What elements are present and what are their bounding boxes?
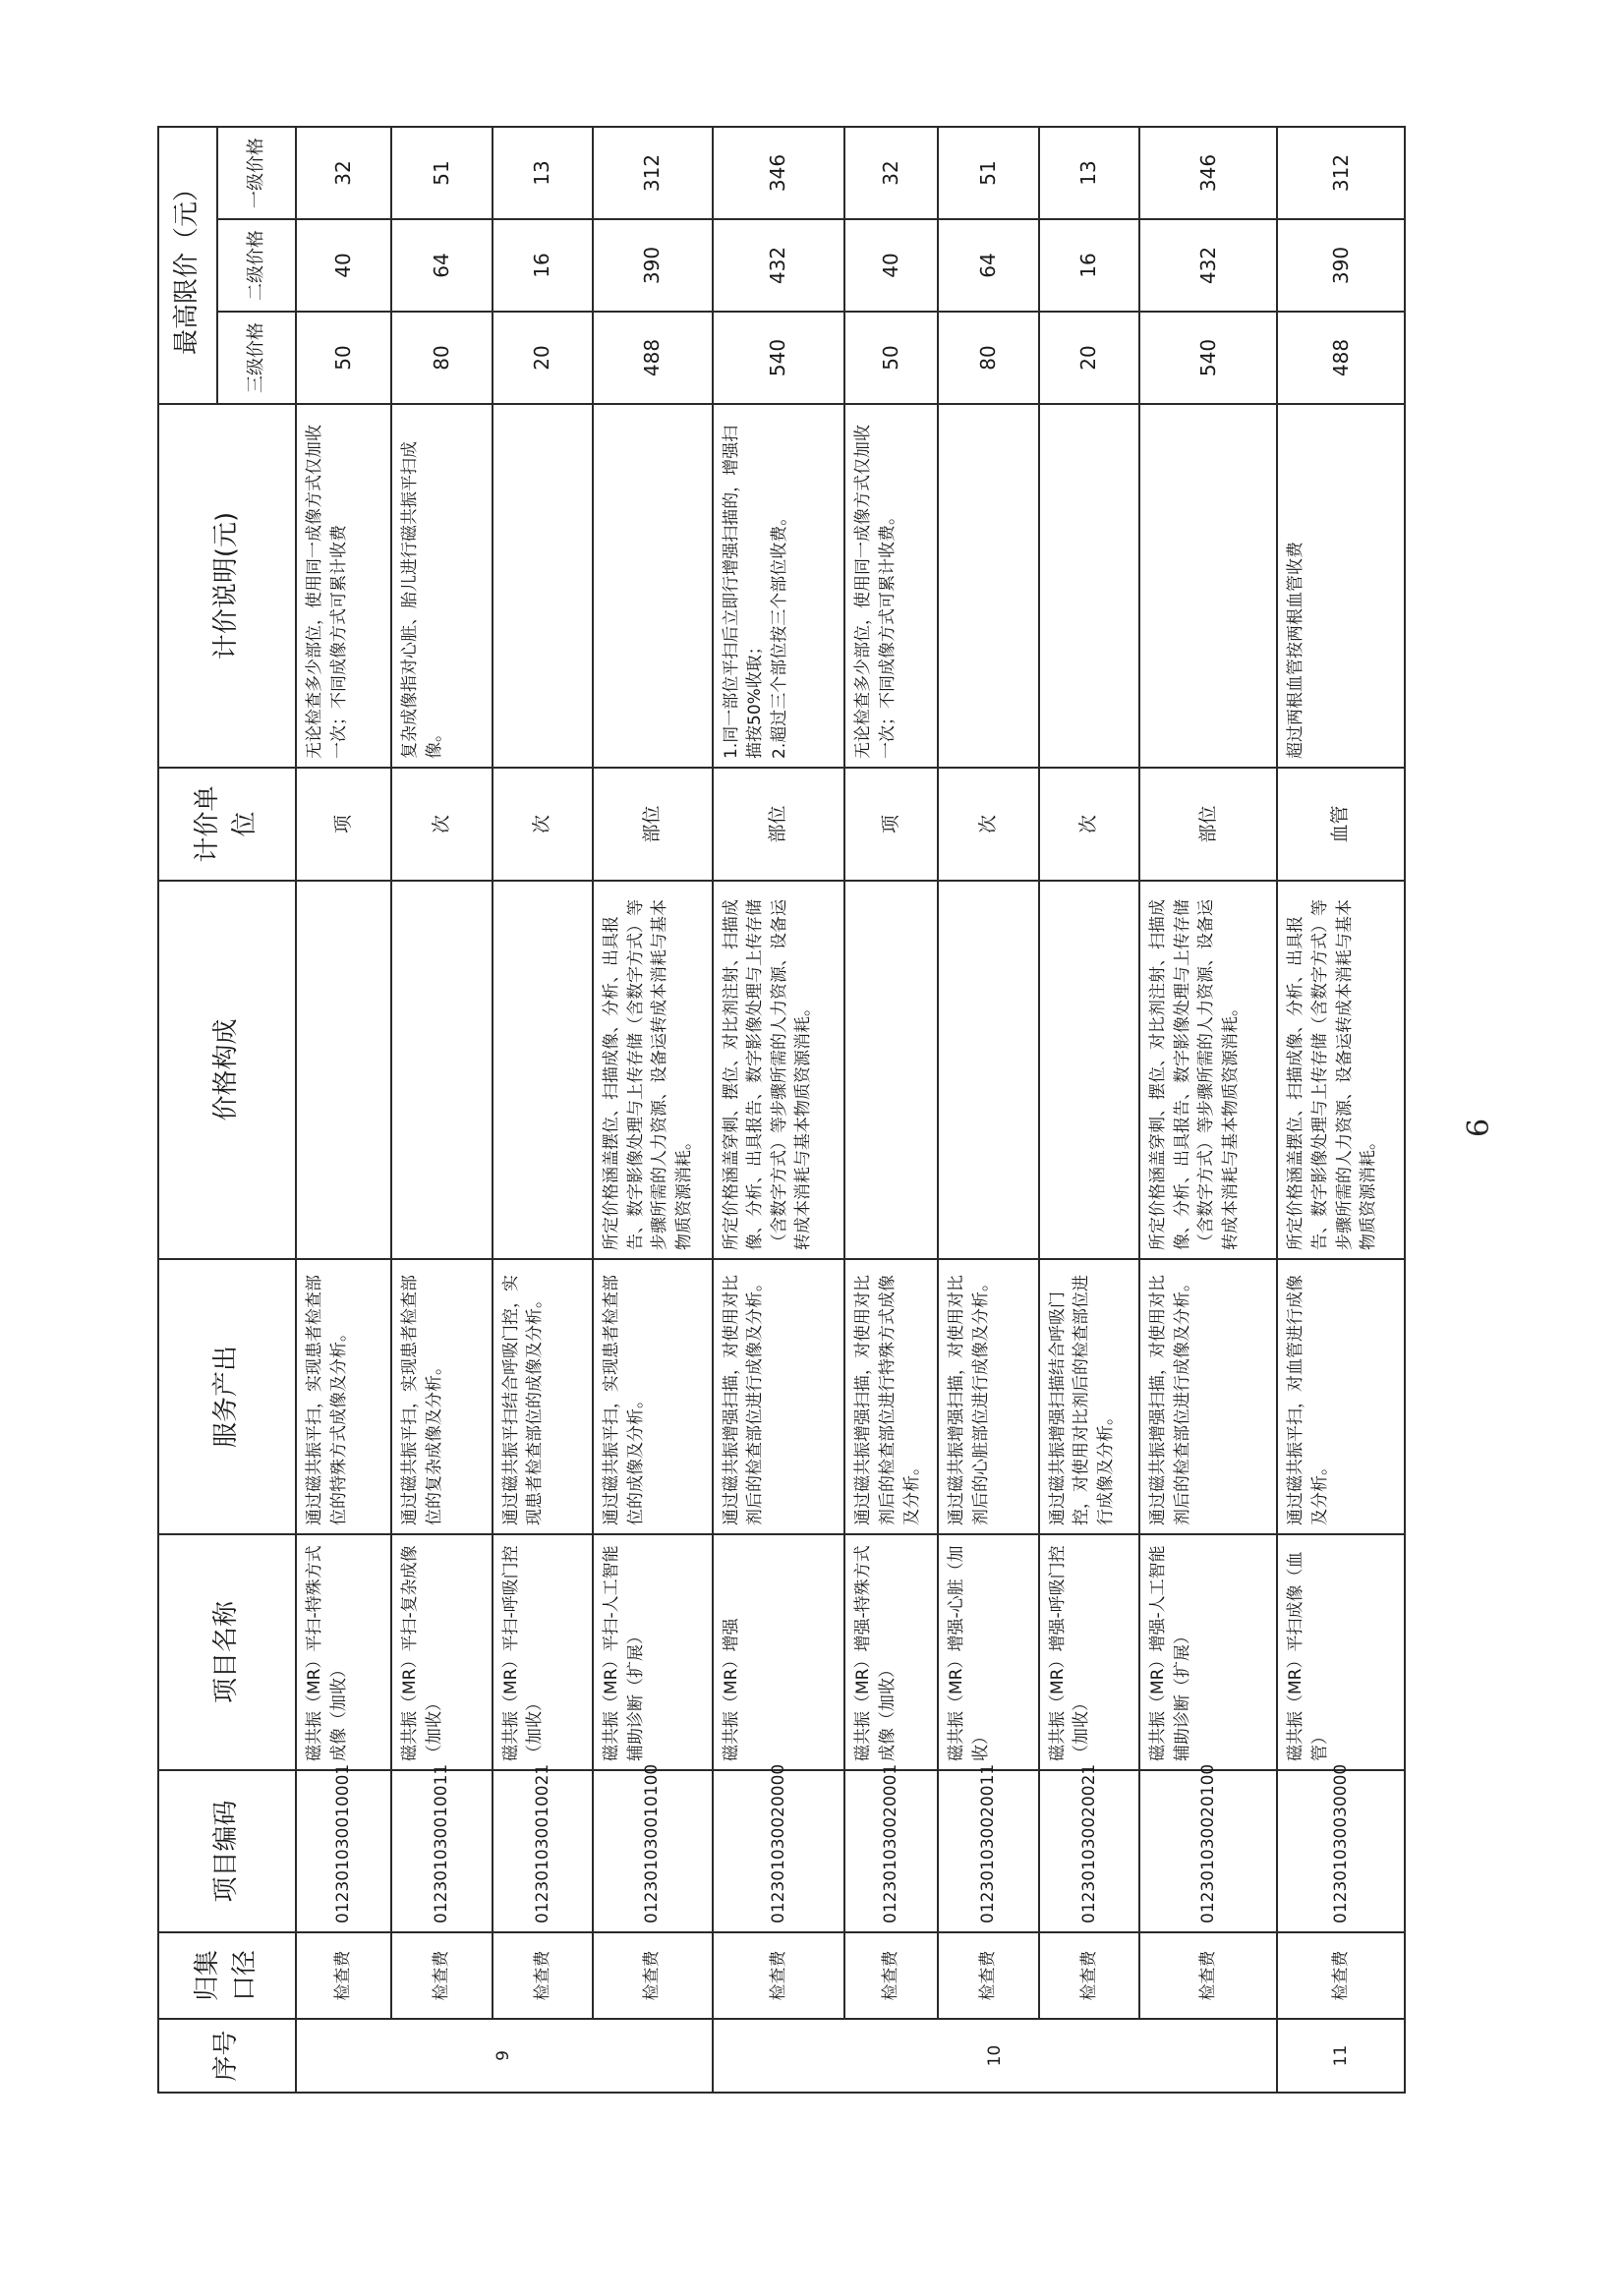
price-level2-cell: 16	[493, 219, 593, 312]
header-service: 服务产出	[158, 1259, 296, 1534]
price-level3-cell: 488	[593, 312, 712, 404]
code-cell: 012301030010100	[593, 1770, 712, 1932]
seq-cell: 9	[296, 2019, 713, 2093]
note-cell: 超过两根血管按两根血管收费	[1277, 404, 1405, 768]
code-cell: 012301030020100	[1139, 1770, 1277, 1932]
composition-cell	[1039, 881, 1139, 1259]
price-level2-cell: 16	[1039, 219, 1139, 312]
name-cell: 磁共振（MR）增强-人工智能辅助诊断（扩展）	[1139, 1534, 1277, 1770]
category-cell: 检查费	[593, 1932, 712, 2019]
unit-cell: 次	[938, 768, 1038, 881]
header-level1: 一级价格	[217, 127, 296, 219]
table-row	[296, 127, 391, 2093]
price-level1-cell: 346	[713, 127, 845, 219]
composition-cell	[391, 881, 492, 1259]
table-row	[938, 127, 1038, 2093]
price-level2-cell: 432	[1139, 219, 1277, 312]
service-cell: 通过磁共振平扫，实现患者检查部位的特殊方式成像及分析。	[296, 1259, 391, 1534]
header-code: 项目编码	[158, 1770, 296, 1932]
service-cell: 通过磁共振增强扫描，对使用对比剂后的心脏部位进行成像及分析。	[938, 1259, 1038, 1534]
price-level1-cell: 312	[1277, 127, 1405, 219]
price-level3-cell: 540	[713, 312, 845, 404]
name-cell: 磁共振（MR）平扫-复杂成像（加收）	[391, 1534, 492, 1770]
note-cell: 无论检查多少部位，使用同一成像方式仅加收一次；不同成像方式可累计收费。	[844, 404, 938, 768]
category-cell: 检查费	[1277, 1932, 1405, 2019]
note-cell	[1039, 404, 1139, 768]
service-cell: 通过磁共振平扫，对血管进行成像及分析。	[1277, 1259, 1405, 1534]
table-row	[1039, 127, 1139, 2093]
unit-cell: 次	[391, 768, 492, 881]
category-cell: 检查费	[296, 1932, 391, 2019]
name-cell: 磁共振（MR）平扫-特殊方式成像（加收）	[296, 1534, 391, 1770]
price-level2-cell: 40	[296, 219, 391, 312]
note-cell: 1.同一部位平扫后立即行增强扫描的，增强扫描按50%收取； 2.超过三个部位按三个部位收费。	[713, 404, 845, 768]
service-cell: 通过磁共振增强扫描，对使用对比剂后的检查部位进行成像及分析。	[1139, 1259, 1277, 1534]
service-cell: 通过磁共振增强扫描，对使用对比剂后的检查部位进行成像及分析。	[713, 1259, 845, 1534]
composition-cell	[296, 881, 391, 1259]
composition-cell	[938, 881, 1038, 1259]
unit-cell: 项	[296, 768, 391, 881]
header-category: 归集口径	[158, 1932, 296, 2019]
service-cell: 通过磁共振平扫，实现患者检查部位的成像及分析。	[593, 1259, 712, 1534]
unit-cell: 部位	[593, 768, 712, 881]
unit-cell: 部位	[713, 768, 845, 881]
name-cell: 磁共振（MR）平扫成像（血管）	[1277, 1534, 1405, 1770]
header-seq: 序号	[158, 2019, 296, 2093]
service-cell: 通过磁共振增强扫描，对使用对比剂后的检查部位进行特殊方式成像及分析。	[844, 1259, 938, 1534]
price-level3-cell: 50	[844, 312, 938, 404]
price-level2-cell: 432	[713, 219, 845, 312]
name-cell: 磁共振（MR）增强	[713, 1534, 845, 1770]
code-cell: 012301030010011	[391, 1770, 492, 1932]
price-level2-cell: 64	[938, 219, 1038, 312]
price-level1-cell: 32	[844, 127, 938, 219]
price-level1-cell: 312	[593, 127, 712, 219]
code-cell: 012301030020001	[844, 1770, 938, 1932]
code-cell: 012301030030000	[1277, 1770, 1405, 1932]
price-level3-cell: 540	[1139, 312, 1277, 404]
price-level3-cell: 80	[938, 312, 1038, 404]
table-row	[391, 127, 492, 2093]
service-cell: 通过磁共振平扫结合呼吸门控，实现患者检查部位的成像及分析。	[493, 1259, 593, 1534]
composition-cell: 所定价格涵盖穿刺、摆位、对比剂注射、扫描成像、分析、出具报告、数字影像处理与上传存储（含数字方式）等步骤所需的人力资源、设备运转成本消耗与基本物质资源消耗。	[1139, 881, 1277, 1259]
price-level3-cell: 80	[391, 312, 492, 404]
category-cell: 检查费	[1139, 1932, 1277, 2019]
price-level1-cell: 13	[1039, 127, 1139, 219]
price-level2-cell: 40	[844, 219, 938, 312]
unit-cell: 次	[493, 768, 593, 881]
note-cell	[1139, 404, 1277, 768]
category-cell: 检查费	[1039, 1932, 1139, 2019]
code-cell: 012301030010021	[493, 1770, 593, 1932]
header-level3: 三级价格	[217, 312, 296, 404]
name-cell: 磁共振（MR）平扫-人工智能辅助诊断（扩展）	[593, 1534, 712, 1770]
header-level2: 二级价格	[217, 219, 296, 312]
code-cell: 012301030020011	[938, 1770, 1038, 1932]
category-cell: 检查费	[713, 1932, 845, 2019]
price-level2-cell: 390	[1277, 219, 1405, 312]
note-cell: 复杂成像指对心脏、胎儿进行磁共振平扫成像。	[391, 404, 492, 768]
price-level3-cell: 20	[493, 312, 593, 404]
note-cell: 无论检查多少部位，使用同一成像方式仅加收一次；不同成像方式可累计收费	[296, 404, 391, 768]
name-cell: 磁共振（MR）增强-特殊方式成像（加收）	[844, 1534, 938, 1770]
page-number: 6	[1462, 1118, 1497, 1138]
seq-cell: 10	[713, 2019, 1278, 2093]
header-unit: 计价单位	[158, 768, 296, 881]
composition-cell	[493, 881, 593, 1259]
note-cell	[938, 404, 1038, 768]
composition-cell: 所定价格涵盖摆位、扫描成像、分析、出具报告、数字影像处理与上传存储（含数字方式）等步骤所需的人力资源、设备运转成本消耗与基本物质资源消耗。	[1277, 881, 1405, 1259]
price-level1-cell: 51	[938, 127, 1038, 219]
code-cell: 012301030020000	[713, 1770, 845, 1932]
category-cell: 检查费	[938, 1932, 1038, 2019]
service-cell: 通过磁共振增强扫描结合呼吸门控，对使用对比剂后的检查部位进行成像及分析。	[1039, 1259, 1139, 1534]
unit-cell: 血管	[1277, 768, 1405, 881]
price-level1-cell: 346	[1139, 127, 1277, 219]
table-row	[493, 127, 593, 2093]
category-cell: 检查费	[844, 1932, 938, 2019]
price-level3-cell: 50	[296, 312, 391, 404]
composition-cell	[844, 881, 938, 1259]
unit-cell: 项	[844, 768, 938, 881]
header-name: 项目名称	[158, 1534, 296, 1770]
table-row	[844, 127, 938, 2093]
price-level1-cell: 32	[296, 127, 391, 219]
code-cell: 012301030020021	[1039, 1770, 1139, 1932]
category-cell: 检查费	[493, 1932, 593, 2019]
table-row	[593, 127, 712, 2093]
price-level1-cell: 51	[391, 127, 492, 219]
unit-cell: 次	[1039, 768, 1139, 881]
price-level2-cell: 64	[391, 219, 492, 312]
composition-cell: 所定价格涵盖摆位、扫描成像、分析、出具报告、数字影像处理与上传存储（含数字方式）等步骤所需的人力资源、设备运转成本消耗与基本物质资源消耗。	[593, 881, 712, 1259]
price-level3-cell: 488	[1277, 312, 1405, 404]
header-max-price: 最高限价（元）	[158, 127, 217, 404]
table-row	[1139, 127, 1277, 2093]
table-row	[713, 127, 845, 2093]
seq-cell: 11	[1277, 2019, 1405, 2093]
note-cell	[493, 404, 593, 768]
code-cell: 012301030010001	[296, 1770, 391, 1932]
name-cell: 磁共振（MR）平扫-呼吸门控（加收）	[493, 1534, 593, 1770]
note-cell	[593, 404, 712, 768]
category-cell: 检查费	[391, 1932, 492, 2019]
header-composition: 价格构成	[158, 881, 296, 1259]
header-note: 计价说明(元)	[158, 404, 296, 768]
service-cell: 通过磁共振平扫，实现患者检查部位的复杂成像及分析。	[391, 1259, 492, 1534]
price-level3-cell: 20	[1039, 312, 1139, 404]
price-level2-cell: 390	[593, 219, 712, 312]
price-level1-cell: 13	[493, 127, 593, 219]
table-row	[1277, 127, 1405, 2093]
name-cell: 磁共振（MR）增强-心脏（加收）	[938, 1534, 1038, 1770]
composition-cell: 所定价格涵盖穿刺、摆位、对比剂注射、扫描成像、分析、出具报告、数字影像处理与上传存储（含数字方式）等步骤所需的人力资源、设备运转成本消耗与基本物质资源消耗。	[713, 881, 845, 1259]
name-cell: 磁共振（MR）增强-呼吸门控（加收）	[1039, 1534, 1139, 1770]
rotated-page	[157, 128, 1406, 2094]
price-table	[157, 126, 1406, 2094]
unit-cell: 部位	[1139, 768, 1277, 881]
